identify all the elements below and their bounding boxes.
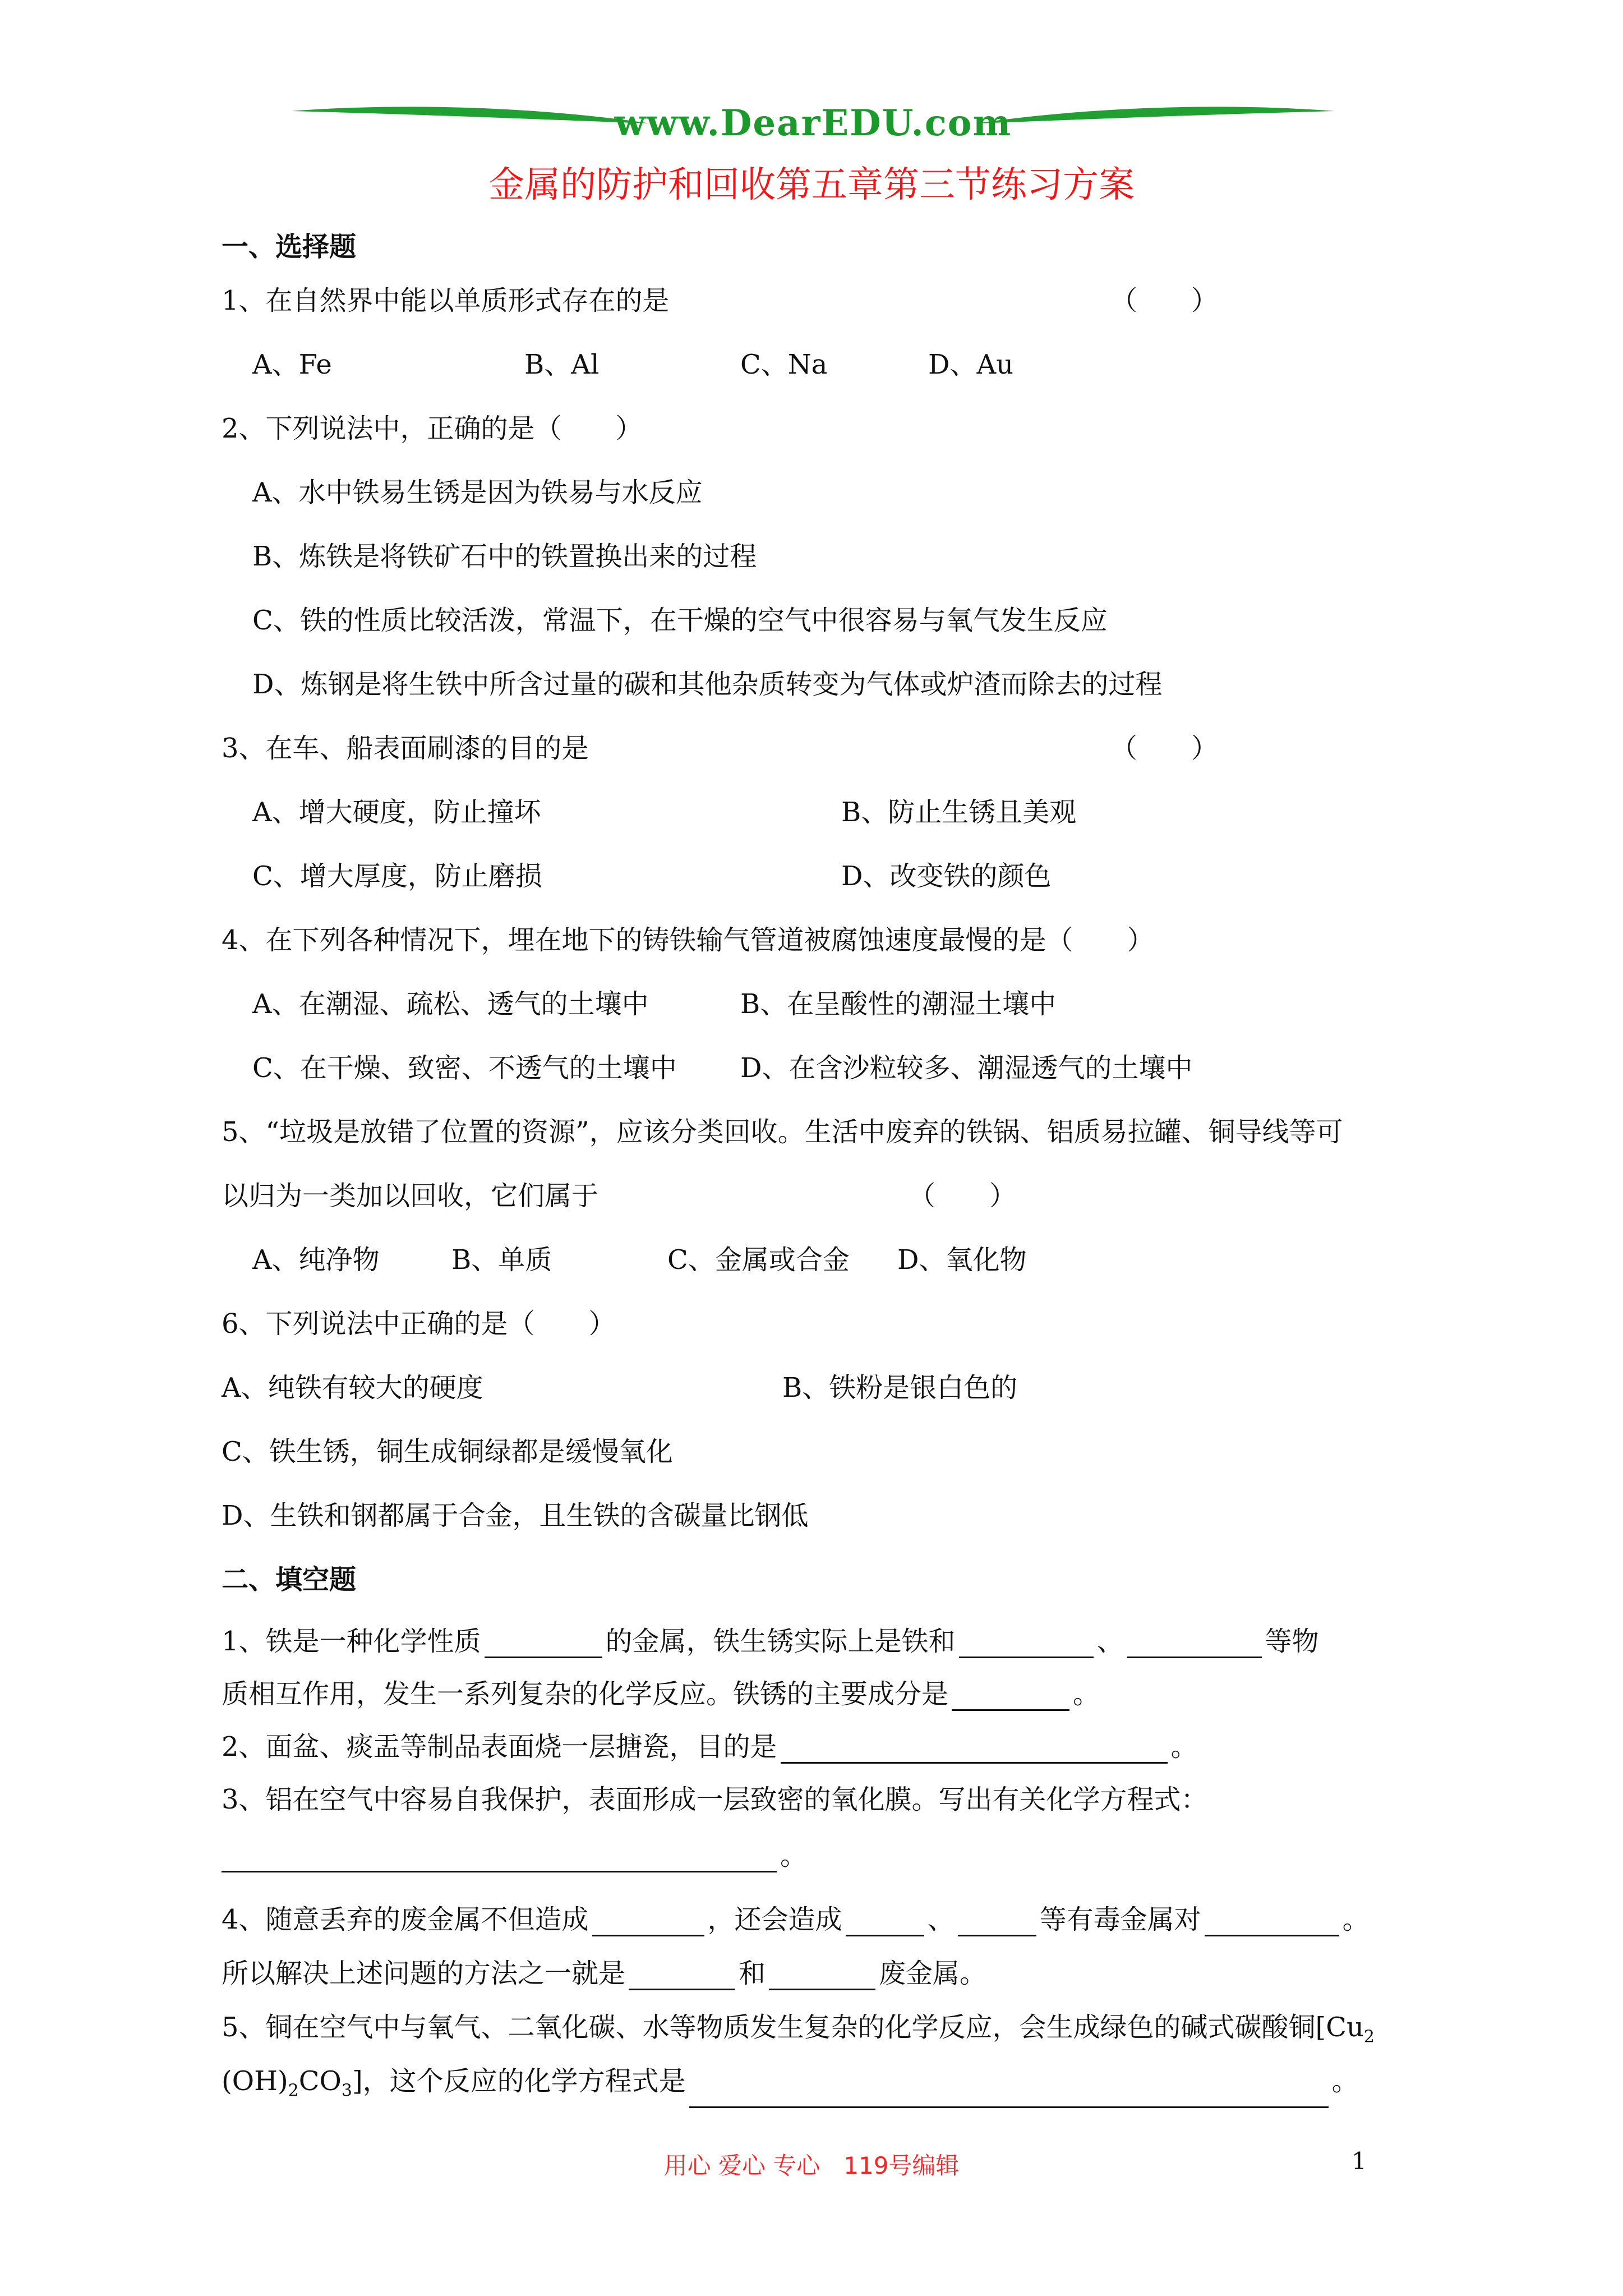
site-name: www.DearEDU.com xyxy=(614,102,1012,144)
fill-4-blank-1[interactable] xyxy=(592,1906,704,1936)
section-heading-choice: 一、选择题 xyxy=(222,231,357,263)
q1-option-b: B、Al xyxy=(524,349,600,380)
fill-4-blank-5[interactable] xyxy=(629,1959,735,1990)
q5-option-d: D、氧化物 xyxy=(897,1244,1027,1276)
page-footer: 用心 爱心 专心 119号编辑 xyxy=(663,2152,960,2179)
section-heading-fill: 二、填空题 xyxy=(222,1564,357,1595)
question-3-answer-paren: （ ） xyxy=(1110,733,1219,764)
q4-option-a: A、在潮湿、疏松、透气的土壤中 xyxy=(252,988,649,1020)
q3-option-d: D、改变铁的颜色 xyxy=(841,861,1052,892)
page-title: 金属的防护和回收第五章第三节练习方案 xyxy=(488,164,1135,206)
q2-option-c: C、铁的性质比较活泼，常温下，在干燥的空气中很容易与氧气发生反应 xyxy=(252,605,1108,636)
q5-option-c: C、金属或合金 xyxy=(667,1244,850,1276)
q3-option-a: A、增大硬度，防止撞坏 xyxy=(252,797,541,828)
fill-2-blank[interactable] xyxy=(781,1733,1168,1764)
fill-1-blank-4[interactable] xyxy=(952,1680,1069,1711)
question-5-answer-paren: （ ） xyxy=(909,1180,1017,1212)
q3-option-b: B、防止生锈且美观 xyxy=(841,797,1077,828)
fill-1-blank-3[interactable] xyxy=(1127,1627,1262,1658)
question-1-stem: 1、在自然界中能以单质形式存在的是 xyxy=(222,285,670,316)
site-banner xyxy=(292,99,1335,155)
page-number: 1 xyxy=(1352,2147,1367,2175)
fill-2: 2、面盆、痰盂等制品表面烧一层搪瓷，目的是 。 xyxy=(222,1731,1198,1763)
fill-3-line-1: 3、铝在空气中容易自我保护，表面形成一层致密的氧化膜。写出有关化学方程式： xyxy=(222,1784,1208,1815)
q1-option-c: C、Na xyxy=(740,349,828,380)
q1-option-d: D、Au xyxy=(928,349,1014,380)
fill-5-line-1: 5、铜在空气中与氧气、二氧化碳、水等物质发生复杂的化学反应，会生成绿色的碱式碳酸铜[$Cu_2$ xyxy=(222,2012,1375,2047)
fill-3-line-2: 。 xyxy=(222,1839,807,1872)
fill-4-line-2: 所以解决上述问题的方法之一就是 和 废金属。 xyxy=(222,1958,987,1989)
fill-3-blank[interactable] xyxy=(222,1842,777,1872)
fill-4-blank-4[interactable] xyxy=(1205,1906,1339,1936)
fill-1-blank-2[interactable] xyxy=(959,1627,1094,1658)
q3-option-c: C、增大厚度，防止磨损 xyxy=(252,861,542,892)
fill-4-blank-6[interactable] xyxy=(769,1959,875,1990)
fill-4-blank-2[interactable] xyxy=(846,1906,924,1936)
question-4-stem: 4、在下列各种情况下，埋在地下的铸铁输气管道被腐蚀速度最慢的是（ ） xyxy=(222,924,1154,956)
fill-5-blank[interactable] xyxy=(689,2077,1329,2108)
q6-option-b: B、铁粉是银白色的 xyxy=(782,1372,1018,1404)
question-2-stem: 2、下列说法中，正确的是（ ） xyxy=(222,413,643,444)
question-5-line-2: 以归为一类加以回收，它们属于 xyxy=(222,1180,599,1212)
q5-option-a: A、纯净物 xyxy=(252,1244,380,1276)
question-6-stem: 6、下列说法中正确的是（ ） xyxy=(222,1308,616,1340)
q6-option-d: D、生铁和钢都属于合金，且生铁的含碳量比钢低 xyxy=(222,1500,809,1531)
q5-option-b: B、单质 xyxy=(451,1244,552,1276)
question-1-answer-paren: （ ） xyxy=(1110,285,1219,316)
q4-option-d: D、在含沙粒较多、潮湿透气的土壤中 xyxy=(740,1052,1193,1084)
fill-1-line-2: 质相互作用，发生一系列复杂的化学反应。铁锈的主要成分是 。 xyxy=(222,1678,1100,1710)
q1-option-a: A、Fe xyxy=(252,349,332,380)
q2-option-a: A、水中铁易生锈是因为铁易与水反应 xyxy=(252,477,703,508)
q6-option-a: A、纯铁有较大的硬度 xyxy=(222,1372,483,1404)
fill-1-blank-1[interactable] xyxy=(485,1627,602,1658)
question-3-stem: 3、在车、船表面刷漆的目的是 xyxy=(222,733,589,764)
q4-option-b: B、在呈酸性的潮湿土壤中 xyxy=(740,988,1057,1020)
fill-4-line-1: 4、随意丢弃的废金属不但造成 ，还会造成 、 等有毒金属对 。 xyxy=(222,1904,1370,1935)
q4-option-c: C、在干燥、致密、不透气的土壤中 xyxy=(252,1052,677,1084)
q6-option-c: C、铁生锈，铜生成铜绿都是缓慢氧化 xyxy=(222,1436,673,1467)
q2-option-b: B、炼铁是将铁矿石中的铁置换出来的过程 xyxy=(252,541,757,572)
fill-1-line-1: 1、铁是一种化学性质 的金属，铁生锈实际上是铁和 、 等物 xyxy=(222,1626,1319,1657)
question-5-line-1: 5、“垃圾是放错了位置的资源”，应该分类回收。生活中废弃的铁锅、铝质易拉罐、铜导线等可 xyxy=(222,1116,1343,1148)
fill-5-line-2: $(OH)_2CO_3$]，这个反应的化学方程式是 。 xyxy=(222,2064,1359,2108)
q2-option-d: D、炼钢是将生铁中所含过量的碳和其他杂质转变为气体或炉渣而除去的过程 xyxy=(252,669,1163,700)
fill-4-blank-3[interactable] xyxy=(958,1906,1036,1936)
